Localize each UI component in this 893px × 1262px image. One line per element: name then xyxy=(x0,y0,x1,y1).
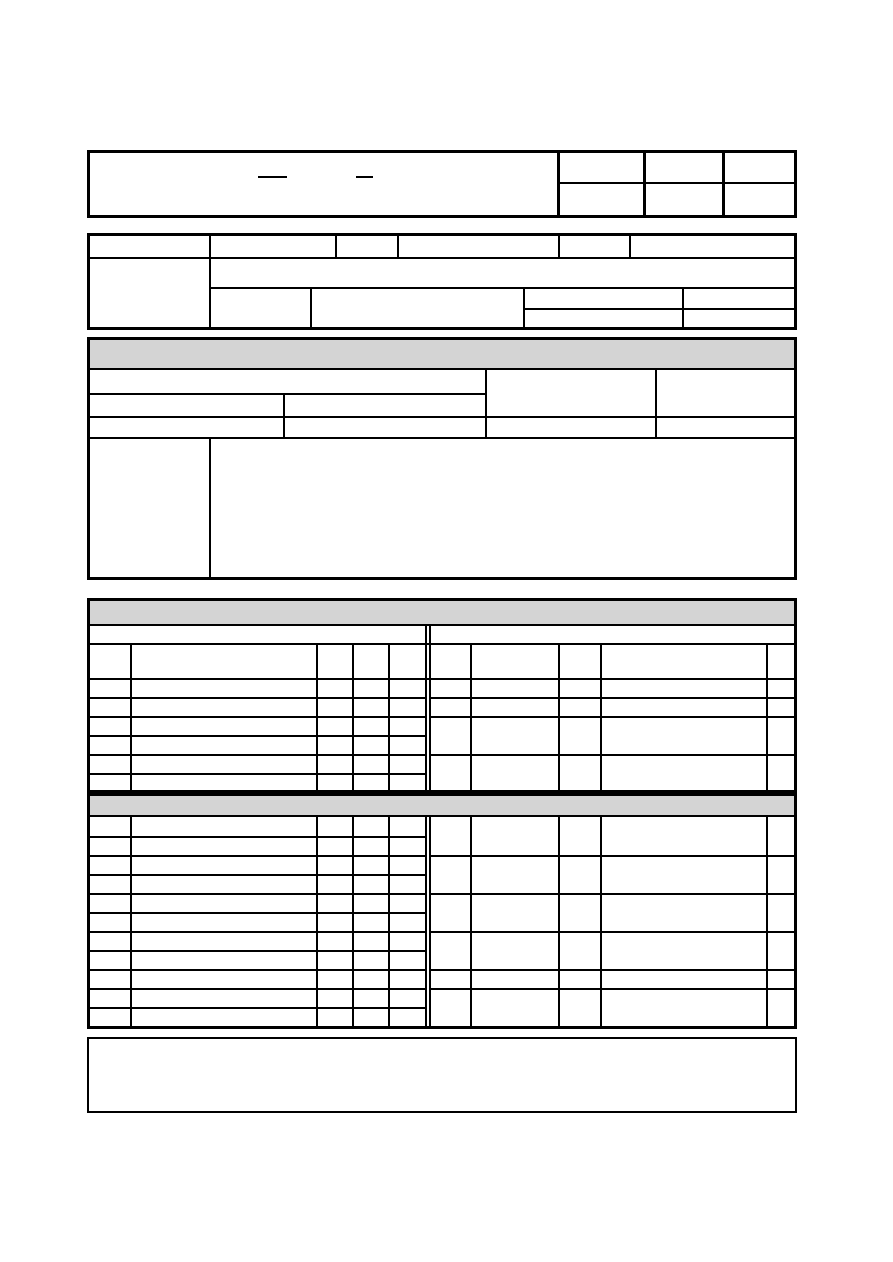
grid-line xyxy=(90,836,425,838)
grid-line xyxy=(429,855,794,857)
grid-line xyxy=(722,153,725,215)
grid-line xyxy=(558,236,560,259)
grid-line xyxy=(209,287,794,289)
grid-line xyxy=(316,817,318,1026)
grid-line xyxy=(90,773,425,775)
grid-line xyxy=(629,236,631,259)
grid-line xyxy=(523,308,794,310)
blank-underline xyxy=(258,176,287,178)
grid-line xyxy=(429,754,794,756)
upper-table-box xyxy=(87,598,797,793)
grid-line xyxy=(283,393,285,437)
double-rule xyxy=(425,626,427,790)
grid-line xyxy=(682,287,684,327)
grid-line xyxy=(90,697,425,699)
titled-section-box xyxy=(87,337,797,580)
grid-line xyxy=(90,754,425,756)
grid-line xyxy=(90,950,425,952)
grid-line xyxy=(90,1007,425,1009)
grid-line xyxy=(90,969,425,971)
grid-line xyxy=(209,437,211,577)
notes-box xyxy=(87,1037,797,1113)
grid-line xyxy=(643,153,646,215)
blank-underline xyxy=(356,176,373,178)
grid-line xyxy=(90,735,425,737)
grid-line xyxy=(388,817,390,1026)
double-rule xyxy=(425,817,427,1026)
lower-table-box xyxy=(87,793,797,1029)
grid-line xyxy=(130,817,132,1026)
grid-line xyxy=(90,931,425,933)
grid-line xyxy=(766,817,768,1026)
grid-line xyxy=(90,678,794,680)
table-section-bar xyxy=(90,796,794,817)
grid-line xyxy=(209,257,211,327)
header-box xyxy=(87,150,797,218)
grid-line xyxy=(90,893,425,895)
grid-line xyxy=(310,287,312,327)
grid-line xyxy=(485,370,487,437)
grid-line xyxy=(655,370,657,437)
grid-line xyxy=(470,817,472,1026)
grid-line xyxy=(429,988,794,990)
grid-line xyxy=(523,287,525,327)
grid-line xyxy=(90,393,485,395)
grid-line xyxy=(558,817,560,1026)
grid-line xyxy=(429,716,794,718)
grid-line xyxy=(90,416,794,418)
grid-line xyxy=(335,236,337,259)
grid-line xyxy=(429,697,794,699)
grid-line xyxy=(429,969,794,971)
grid-line xyxy=(209,236,211,259)
table-section-bar xyxy=(90,601,794,626)
grid-line xyxy=(90,257,794,259)
grid-line xyxy=(90,874,425,876)
grid-line xyxy=(352,817,354,1026)
grid-line xyxy=(90,716,425,718)
grid-line xyxy=(90,855,425,857)
section-title-bar xyxy=(90,340,794,370)
grid-line xyxy=(429,893,794,895)
grid-line xyxy=(600,817,602,1026)
grid-line xyxy=(90,912,425,914)
grid-line xyxy=(397,236,399,259)
double-rule xyxy=(429,626,431,790)
grid-line xyxy=(557,153,560,215)
grid-line xyxy=(90,643,794,645)
grid-line xyxy=(429,931,794,933)
grid-line xyxy=(557,182,794,184)
double-rule xyxy=(429,817,431,1026)
grid-line xyxy=(90,437,794,439)
grid-line xyxy=(90,988,425,990)
info-box xyxy=(87,233,797,330)
